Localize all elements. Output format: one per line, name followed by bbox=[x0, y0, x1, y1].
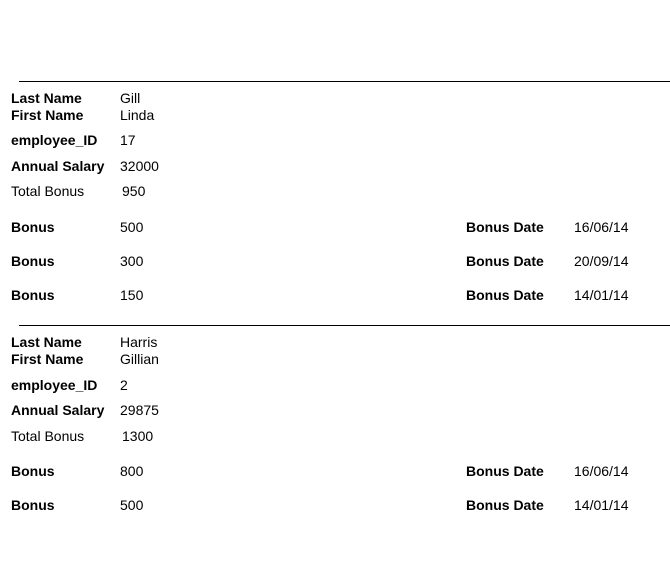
bonus-date-value: 16/06/14 bbox=[574, 463, 629, 479]
first-name-value: Linda bbox=[120, 107, 155, 123]
last-name-value: Gill bbox=[120, 90, 141, 106]
first-name-label: First Name bbox=[11, 351, 84, 367]
total-bonus-value: 1300 bbox=[122, 428, 154, 444]
bonus-label: Bonus bbox=[11, 253, 55, 269]
employee-id-value: 17 bbox=[120, 132, 136, 148]
bonus-amount: 500 bbox=[120, 219, 144, 235]
annual-salary-value: 32000 bbox=[120, 158, 159, 174]
bonus-amount: 800 bbox=[120, 463, 144, 479]
bonus-date-label: Bonus Date bbox=[466, 253, 544, 269]
record-divider bbox=[19, 81, 670, 82]
last-name-value: Harris bbox=[120, 334, 158, 350]
record-divider bbox=[19, 325, 670, 326]
annual-salary-value: 29875 bbox=[120, 402, 159, 418]
employee-id-label: employee_ID bbox=[11, 132, 98, 148]
last-name-label: Last Name bbox=[11, 334, 82, 350]
annual-salary-label: Annual Salary bbox=[11, 402, 105, 418]
bonus-date-label: Bonus Date bbox=[466, 497, 544, 513]
bonus-date-label: Bonus Date bbox=[466, 219, 544, 235]
last-name-label: Last Name bbox=[11, 90, 82, 106]
bonus-amount: 500 bbox=[120, 497, 144, 513]
total-bonus-label: Total Bonus bbox=[11, 428, 85, 444]
bonus-label: Bonus bbox=[11, 287, 55, 303]
bonus-date-value: 20/09/14 bbox=[574, 253, 629, 269]
total-bonus-value: 950 bbox=[122, 183, 146, 199]
bonus-date-value: 14/01/14 bbox=[574, 287, 629, 303]
bonus-amount: 150 bbox=[120, 287, 144, 303]
bonus-date-value: 16/06/14 bbox=[574, 219, 629, 235]
employee-id-value: 2 bbox=[120, 377, 128, 393]
bonus-label: Bonus bbox=[11, 463, 55, 479]
annual-salary-label: Annual Salary bbox=[11, 158, 105, 174]
bonus-date-label: Bonus Date bbox=[466, 463, 544, 479]
first-name-value: Gillian bbox=[120, 351, 159, 367]
bonus-date-value: 14/01/14 bbox=[574, 497, 629, 513]
total-bonus-label: Total Bonus bbox=[11, 183, 85, 199]
bonus-label: Bonus bbox=[11, 219, 55, 235]
employee-id-label: employee_ID bbox=[11, 377, 98, 393]
bonus-date-label: Bonus Date bbox=[466, 287, 544, 303]
first-name-label: First Name bbox=[11, 107, 84, 123]
bonus-label: Bonus bbox=[11, 497, 55, 513]
bonus-amount: 300 bbox=[120, 253, 144, 269]
